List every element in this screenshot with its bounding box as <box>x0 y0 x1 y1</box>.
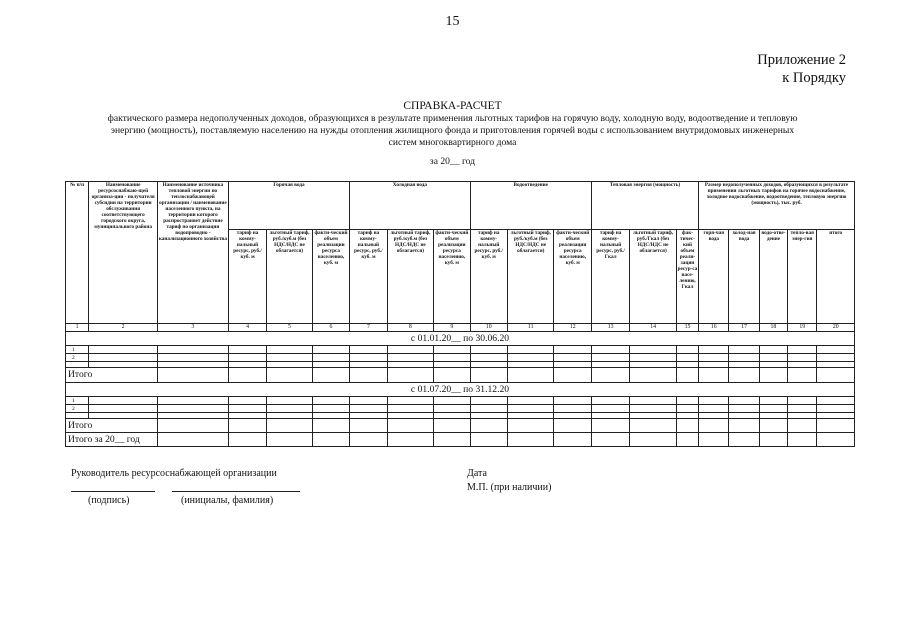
empty-cell <box>267 354 313 362</box>
empty-cell <box>267 405 313 413</box>
empty-cell <box>470 397 507 405</box>
empty-cell <box>759 433 787 447</box>
header-lost-cold: холод-ная вода <box>729 230 759 324</box>
empty-cell <box>350 368 387 383</box>
appendix-heading <box>757 51 846 87</box>
header-lost-total: итого <box>817 230 855 324</box>
empty-cell <box>350 433 387 447</box>
subtitle-line-3: систем многоквартирного дома <box>388 137 517 148</box>
header-lost-heat: тепло-вая энер-гия <box>788 230 817 324</box>
empty-cell <box>699 346 729 354</box>
empty-cell <box>434 354 470 362</box>
empty-cell <box>350 419 387 433</box>
header-cold-volume: факти-ческий объем реализации ресурса населению, куб. м <box>434 230 470 324</box>
empty-cell <box>350 397 387 405</box>
empty-cell <box>554 346 591 354</box>
empty-cell <box>267 397 313 405</box>
empty-cell <box>699 419 729 433</box>
empty-cell <box>630 346 677 354</box>
empty-cell <box>676 397 698 405</box>
empty-cell <box>699 368 729 383</box>
document-title: СПРАВКА-РАСЧЕТ <box>403 100 502 112</box>
empty-cell <box>591 346 629 354</box>
empty-cell <box>729 405 759 413</box>
empty-cell <box>788 368 817 383</box>
empty-cell <box>676 405 698 413</box>
empty-cell <box>591 354 629 362</box>
header-sewer-volume: факти-ческий объем реализации ресурса населению, куб. м <box>554 230 591 324</box>
header-col-organization: Наименование ресурсоснабжаю-щей организа-ции - получателя субсидии на территории обслуживания соответствующего городского округа, муниципального района <box>89 182 158 324</box>
empty-cell <box>729 346 759 354</box>
empty-cell <box>89 397 158 405</box>
head-label: Руководитель ресурсоснабжающей организации <box>71 468 277 479</box>
empty-cell <box>676 354 698 362</box>
empty-cell <box>817 397 855 405</box>
period-row-1 <box>66 332 855 346</box>
subtitle-line-2: энергию (мощность), поставляемую населению на нужды отопления жилищного фонда и приготовления горячей воды с использованием внутридомовых инженерных <box>110 125 795 136</box>
empty-cell <box>676 419 698 433</box>
column-number: 13 <box>591 324 629 332</box>
empty-cell <box>817 405 855 413</box>
row-number: 1 <box>66 346 89 354</box>
empty-cell <box>470 354 507 362</box>
empty-cell <box>676 346 698 354</box>
empty-cell <box>507 397 554 405</box>
year-line: за 20__ год <box>429 156 476 167</box>
column-number: 14 <box>630 324 677 332</box>
empty-cell <box>470 368 507 383</box>
empty-cell <box>507 419 554 433</box>
empty-cell <box>729 354 759 362</box>
row-number: 1 <box>66 397 89 405</box>
empty-cell <box>554 368 591 383</box>
empty-cell <box>759 346 787 354</box>
column-number: 2 <box>89 324 158 332</box>
empty-cell <box>312 368 349 383</box>
empty-cell <box>312 346 349 354</box>
empty-cell <box>591 368 629 383</box>
empty-cell <box>699 354 729 362</box>
empty-cell <box>729 419 759 433</box>
empty-cell <box>591 433 629 447</box>
column-number: 4 <box>228 324 266 332</box>
header-col-number: № п/п <box>66 182 89 324</box>
empty-cell <box>387 368 434 383</box>
empty-cell <box>158 397 229 405</box>
header-hot-preferential: льготный тариф, руб./куб.м (без НДС/НДС не облагается) <box>267 230 313 324</box>
period-row-2 <box>66 383 855 397</box>
table-row <box>66 405 855 413</box>
year-total-label: Итого за 20__ год <box>66 433 158 447</box>
column-number: 12 <box>554 324 591 332</box>
column-number: 3 <box>158 324 229 332</box>
period-label-2: с 01.07.20__ по 31.12.20 <box>66 383 855 397</box>
initials-caption: (инициалы, фамилия) <box>181 495 274 506</box>
empty-cell <box>630 433 677 447</box>
period-label-1: с 01.01.20__ по 30.06.20 <box>66 332 855 346</box>
header-group-lost-income: Размер недополученных доходов, образующихся в результате применения льготных тарифов на горячее водоснабжение, холодное водоснабжение, водоотведение, тепловую энергию (мощность), тыс. руб. <box>699 182 855 230</box>
column-number: 10 <box>470 324 507 332</box>
column-number: 6 <box>312 324 349 332</box>
empty-cell <box>507 433 554 447</box>
empty-cell <box>554 405 591 413</box>
header-group-hot-water: Горячая вода <box>228 182 349 230</box>
empty-cell <box>228 419 266 433</box>
column-number: 9 <box>434 324 470 332</box>
empty-cell <box>630 397 677 405</box>
empty-cell <box>729 433 759 447</box>
empty-cell <box>470 433 507 447</box>
empty-cell <box>630 405 677 413</box>
header-heat-volume: фак-тичес-кий объем реали-зации ресур-са насе-лению, Гкал <box>676 230 698 324</box>
empty-cell <box>676 433 698 447</box>
header-hot-tariff: тариф на комму-нальный ресурс, руб./куб. м <box>228 230 266 324</box>
empty-cell <box>699 433 729 447</box>
empty-cell <box>759 419 787 433</box>
empty-cell <box>158 405 229 413</box>
empty-cell <box>267 368 313 383</box>
total-label-2: Итого <box>66 419 158 433</box>
empty-cell <box>699 405 729 413</box>
header-group-sewerage: Водоотведение <box>470 182 591 230</box>
empty-cell <box>729 397 759 405</box>
empty-cell <box>470 419 507 433</box>
empty-cell <box>434 397 470 405</box>
empty-cell <box>434 405 470 413</box>
header-heat-tariff: тариф на комму-нальный ресурс, руб./Гкал <box>591 230 629 324</box>
empty-cell <box>89 405 158 413</box>
row-number: 2 <box>66 354 89 362</box>
empty-cell <box>434 433 470 447</box>
empty-cell <box>228 354 266 362</box>
empty-cell <box>158 346 229 354</box>
date-label: Дата <box>467 468 487 479</box>
column-number: 19 <box>788 324 817 332</box>
empty-cell <box>630 354 677 362</box>
empty-cell <box>228 405 266 413</box>
appendix-line-2: к Порядку <box>782 70 846 86</box>
empty-cell <box>759 405 787 413</box>
header-cold-preferential: льготный тариф, руб./куб.м (без НДС/НДС не облагается) <box>387 230 434 324</box>
empty-cell <box>387 346 434 354</box>
total-row-2 <box>66 419 855 433</box>
empty-cell <box>817 346 855 354</box>
header-col-source: Наименование источника тепловой энергии по теплоснабжающей организации / наименование населенного пункта, на территории которого распространяет действие тариф по организации водопроводно - канализационного хозяйства <box>158 182 229 324</box>
empty-cell <box>228 368 266 383</box>
signature-caption: (подпись) <box>88 495 130 506</box>
empty-cell <box>312 419 349 433</box>
empty-cell <box>158 419 229 433</box>
empty-cell <box>228 433 266 447</box>
empty-cell <box>434 419 470 433</box>
header-sewer-preferential: льготный тариф, руб./куб.м (без НДС/НДС не облагается) <box>507 230 554 324</box>
document-subtitle <box>60 113 845 149</box>
empty-cell <box>387 433 434 447</box>
appendix-line-1: Приложение 2 <box>757 52 846 68</box>
column-number: 20 <box>817 324 855 332</box>
empty-cell <box>158 368 229 383</box>
calculation-table <box>65 181 855 447</box>
empty-cell <box>507 354 554 362</box>
empty-cell <box>267 346 313 354</box>
empty-cell <box>676 368 698 383</box>
empty-cell <box>350 346 387 354</box>
empty-cell <box>554 419 591 433</box>
total-label-1: Итого <box>66 368 158 383</box>
header-row-groups <box>66 182 855 230</box>
table-row <box>66 354 855 362</box>
year-total-row <box>66 433 855 447</box>
empty-cell <box>729 368 759 383</box>
empty-cell <box>591 419 629 433</box>
empty-cell <box>817 433 855 447</box>
column-number: 5 <box>267 324 313 332</box>
empty-cell <box>507 346 554 354</box>
initials-line <box>172 491 300 492</box>
empty-cell <box>434 346 470 354</box>
empty-cell <box>699 397 729 405</box>
empty-cell <box>788 354 817 362</box>
empty-cell <box>267 419 313 433</box>
empty-cell <box>387 419 434 433</box>
empty-cell <box>312 397 349 405</box>
header-group-heat-energy: Тепловая энергия (мощность) <box>591 182 698 230</box>
signature-line <box>71 491 155 492</box>
empty-cell <box>788 419 817 433</box>
empty-cell <box>350 405 387 413</box>
row-number: 2 <box>66 405 89 413</box>
column-number: 11 <box>507 324 554 332</box>
table-row <box>66 346 855 354</box>
column-number: 7 <box>350 324 387 332</box>
header-lost-sewer: водо-отве-дение <box>759 230 787 324</box>
header-cold-tariff: тариф на комму-нальный ресурс, руб./куб. м <box>350 230 387 324</box>
empty-cell <box>630 419 677 433</box>
empty-cell <box>759 397 787 405</box>
empty-cell <box>228 346 266 354</box>
column-number: 15 <box>676 324 698 332</box>
empty-cell <box>387 354 434 362</box>
empty-cell <box>788 397 817 405</box>
empty-cell <box>158 354 229 362</box>
empty-cell <box>312 405 349 413</box>
empty-cell <box>350 354 387 362</box>
empty-cell <box>158 433 229 447</box>
empty-cell <box>507 405 554 413</box>
empty-cell <box>89 354 158 362</box>
empty-cell <box>554 354 591 362</box>
empty-cell <box>554 433 591 447</box>
page-number: 15 <box>445 14 460 29</box>
empty-cell <box>470 405 507 413</box>
empty-cell <box>312 354 349 362</box>
table-row <box>66 397 855 405</box>
total-row-1 <box>66 368 855 383</box>
column-numbers-row <box>66 324 855 332</box>
empty-cell <box>89 346 158 354</box>
empty-cell <box>591 397 629 405</box>
empty-cell <box>759 368 787 383</box>
empty-cell <box>470 346 507 354</box>
column-number: 17 <box>729 324 759 332</box>
header-group-cold-water: Холодная вода <box>350 182 470 230</box>
empty-cell <box>788 405 817 413</box>
empty-cell <box>591 405 629 413</box>
empty-cell <box>267 433 313 447</box>
column-number: 8 <box>387 324 434 332</box>
empty-cell <box>228 397 266 405</box>
stamp-label: М.П. (при наличии) <box>467 482 552 493</box>
empty-cell <box>788 346 817 354</box>
column-number: 16 <box>699 324 729 332</box>
header-sewer-tariff: тариф на комму-нальный ресурс, руб./куб. м <box>470 230 507 324</box>
empty-cell <box>817 354 855 362</box>
empty-cell <box>630 368 677 383</box>
empty-cell <box>507 368 554 383</box>
header-hot-volume: факти-ческий объем реализации ресурса населению, куб. м <box>312 230 349 324</box>
empty-cell <box>554 397 591 405</box>
header-heat-preferential: льготный тариф, руб./Гкал (без НДС/НДС не облагается) <box>630 230 677 324</box>
empty-cell <box>817 419 855 433</box>
subtitle-line-1: фактического размера недополученных доходов, образующихся в результате применения льготных тарифов на горячую воду, холодную воду, водоотведение и тепловую <box>107 113 798 124</box>
empty-cell <box>387 397 434 405</box>
empty-cell <box>759 354 787 362</box>
column-number: 1 <box>66 324 89 332</box>
column-number: 18 <box>759 324 787 332</box>
header-lost-hot: горя-чая вода <box>699 230 729 324</box>
empty-cell <box>817 368 855 383</box>
empty-cell <box>387 405 434 413</box>
empty-cell <box>788 433 817 447</box>
empty-cell <box>312 433 349 447</box>
empty-cell <box>434 368 470 383</box>
